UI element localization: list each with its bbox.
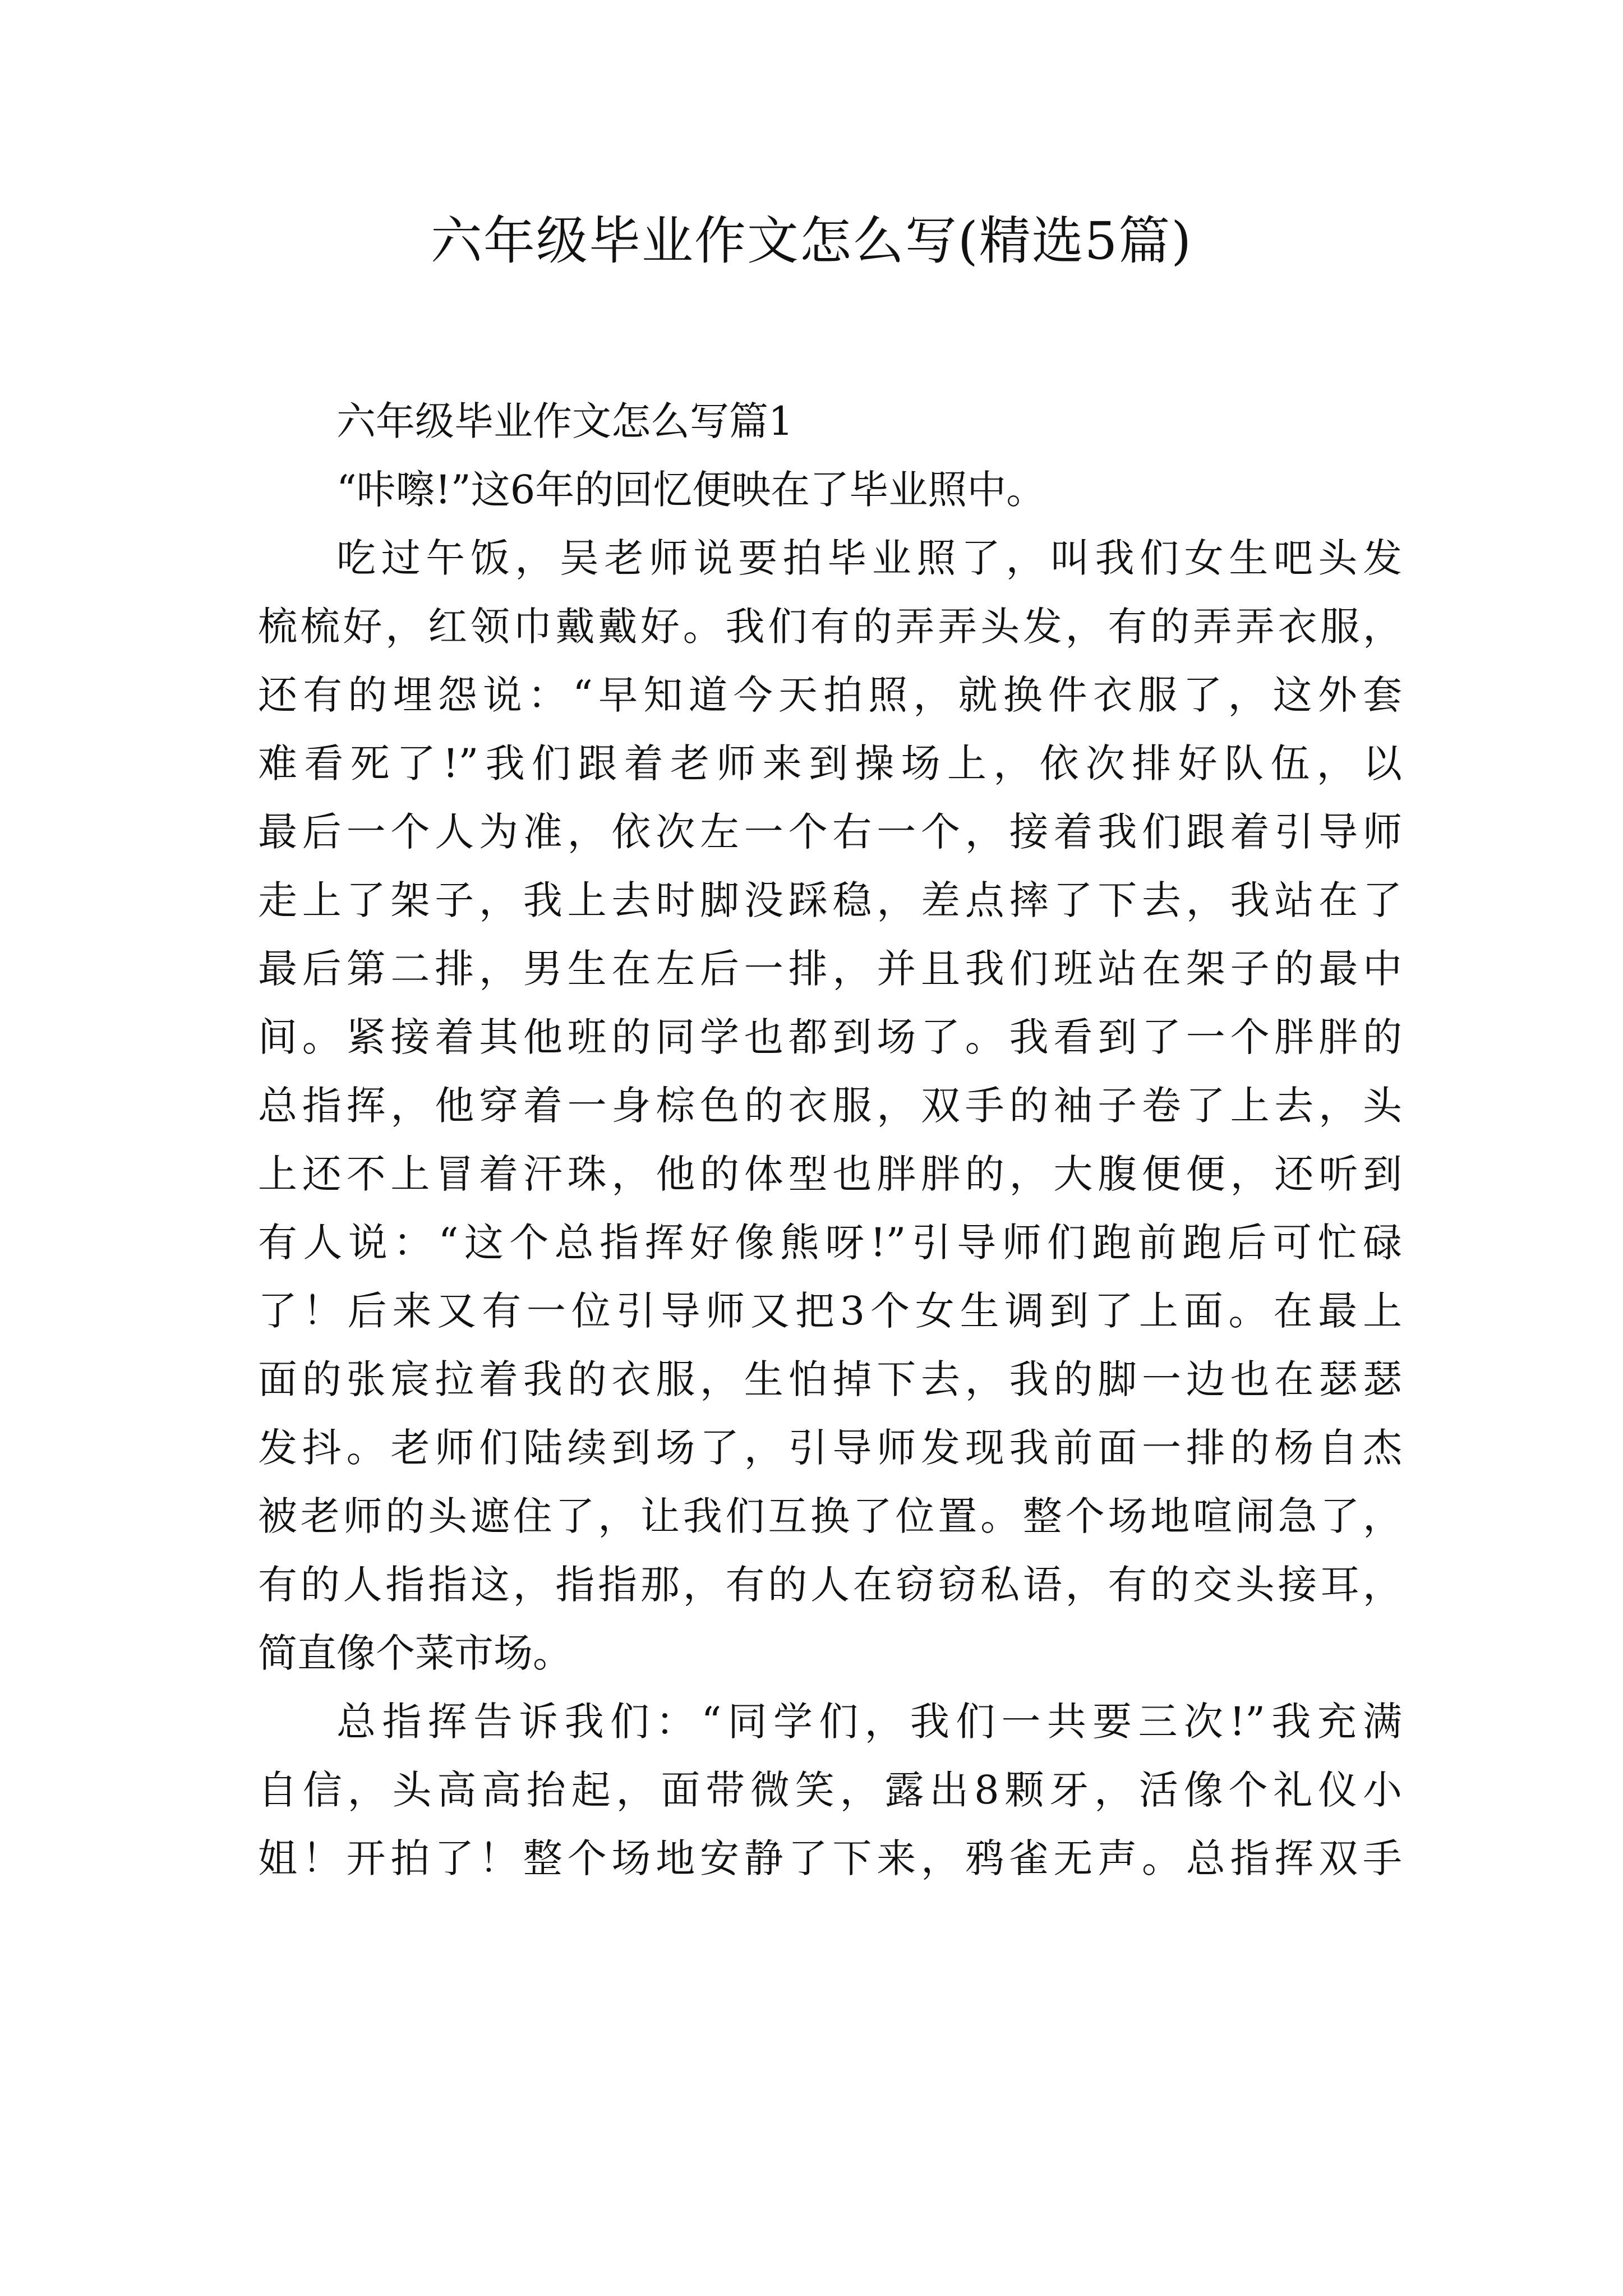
text-line: 还有的埋怨说：“早知道今天拍照，就换件衣服了，这外套 [258,672,1402,718]
text-line: 有的人指指这，指指那，有的人在窃窃私语，有的交头接耳， [258,1562,1402,1608]
section-heading: 六年级毕业作文怎么写篇1 [336,398,794,444]
text-line: 吃过午饭，吴老师说要拍毕业照了，叫我们女生吧头发 [336,535,1402,581]
text-line: 发抖。老师们陆续到场了，引导师发现我前面一排的杨自杰 [258,1425,1402,1471]
text-line: 上还不上冒着汗珠，他的体型也胖胖的，大腹便便，还听到 [258,1151,1402,1197]
text-line: 最后一个人为准，依次左一个右一个，接着我们跟着引导师 [258,809,1402,855]
text-line: 总指挥告诉我们：“同学们，我们一共要三次!”我充满 [336,1699,1402,1745]
text-line: 有人说：“这个总指挥好像熊呀!”引导师们跑前跑后可忙碌 [258,1220,1402,1266]
text-line: 简直像个菜市场。 [258,1630,572,1676]
text-line: “咔嚓!”这6年的回忆便映在了毕业照中。 [336,467,1046,513]
text-line: 间。紧接着其他班的同学也都到场了。我看到了一个胖胖的 [258,1014,1402,1060]
document-body [258,387,1402,1893]
text-line: 姐！开拍了！整个场地安静了下来，鸦雀无声。总指挥双手 [258,1835,1402,1881]
text-line: 总指挥，他穿着一身棕色的衣服，双手的袖子卷了上去，头 [258,1083,1402,1129]
text-line: 难看死了!”我们跟着老师来到操场上，依次排好队伍，以 [258,740,1402,786]
text-line: 走上了架子，我上去时脚没踩稳，差点摔了下去，我站在了 [258,877,1402,923]
text-line: 自信，头高高抬起，面带微笑，露出8颗牙，活像个礼仪小 [258,1767,1402,1813]
text-line: 最后第二排，男生在左后一排，并且我们班站在架子的最中 [258,946,1402,992]
document-title: 六年级毕业作文怎么写(精选5篇) [430,211,1193,271]
text-line: 面的张宸拉着我的衣服，生怕掉下去，我的脚一边也在瑟瑟 [258,1356,1402,1402]
text-line: 梳梳好，红领巾戴戴好。我们有的弄弄头发，有的弄弄衣服， [258,604,1402,650]
text-line: 被老师的头遮住了，让我们互换了位置。整个场地喧闹急了， [258,1493,1402,1539]
text-line: 了！后来又有一位引导师又把3个女生调到了上面。在最上 [258,1288,1402,1334]
